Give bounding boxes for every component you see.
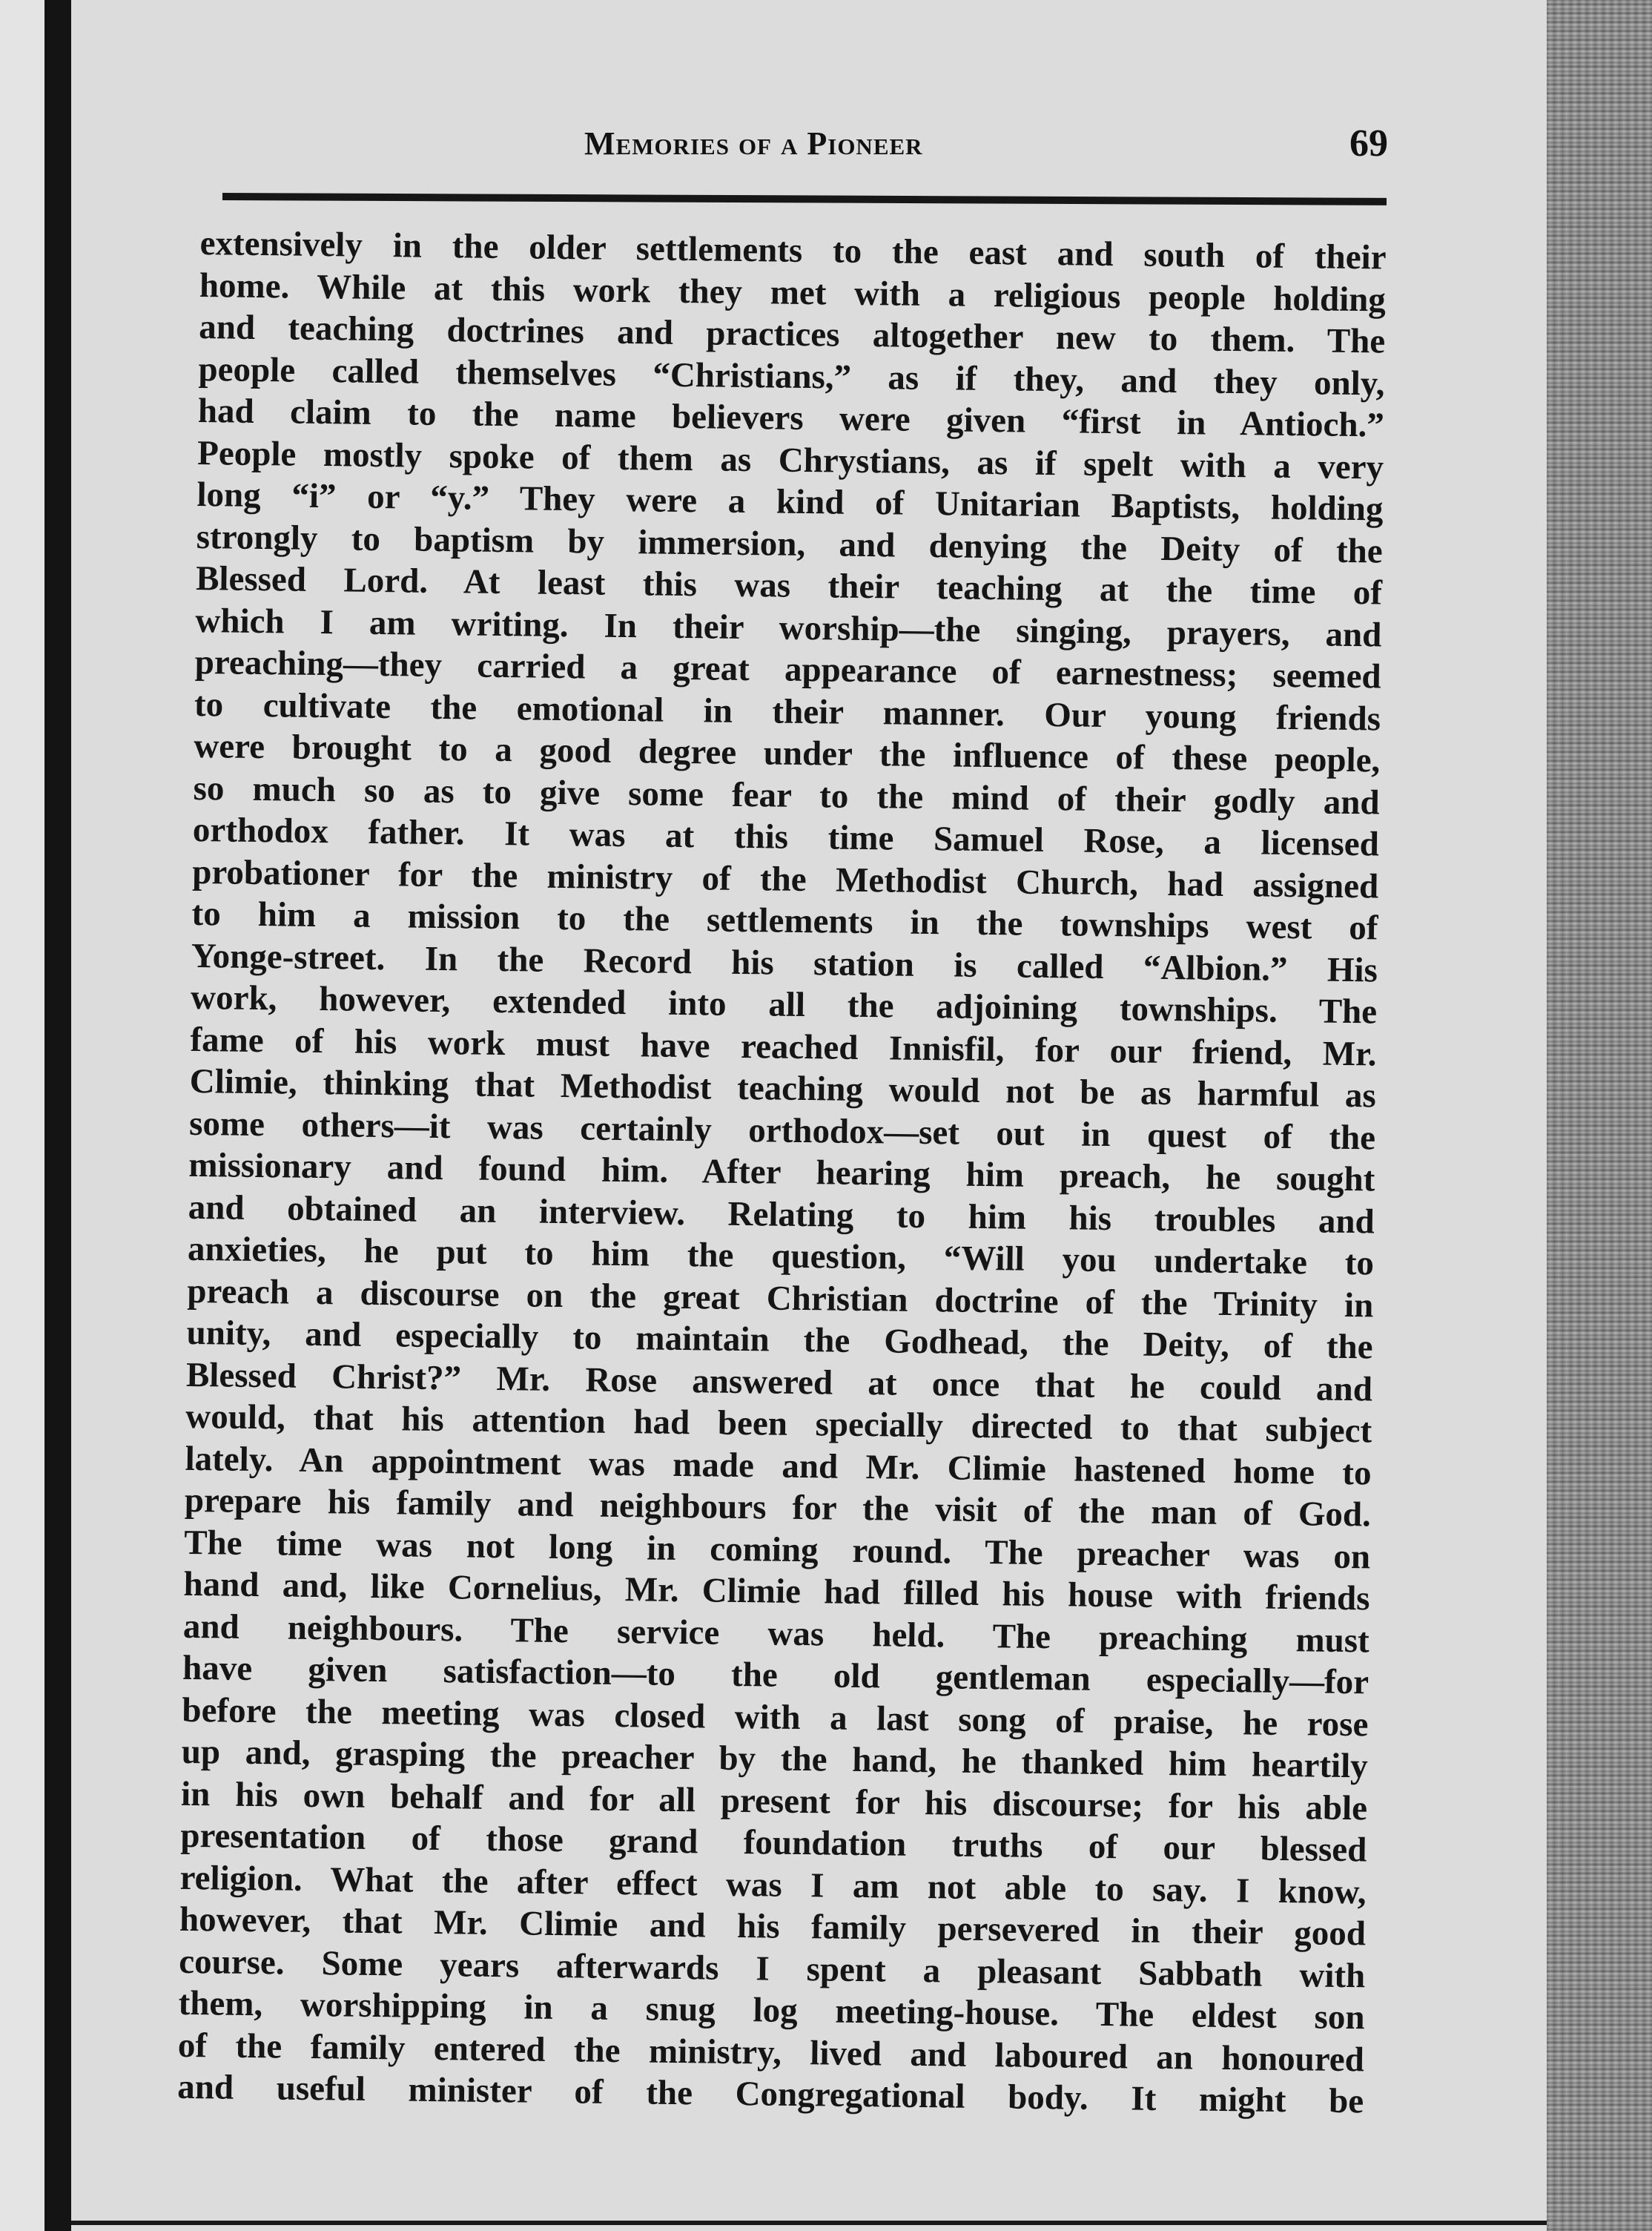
text-line: orthodox father. It was at this time Samuel Rose, a licensed — [192, 810, 1380, 864]
text-line: so much so as to give some fear to the mind of their godly and — [193, 768, 1380, 822]
text-line: however, that Mr. Climie and his family persevered in their good — [179, 1899, 1367, 1954]
text-line: Climie, thinking that Methodist teaching would not be as harmful as — [189, 1061, 1377, 1116]
text-line: lately. An appointment was made and Mr. Climie hastened home to — [185, 1439, 1372, 1492]
text-line: Blessed Christ?” Mr. Rose answered at once that he could and — [185, 1355, 1373, 1408]
text-line: fame of his work must have reached Innisfil, for our friend, Mr. — [190, 1020, 1377, 1073]
text-line: and teaching doctrines and practices altogether new to them. The — [198, 307, 1386, 361]
text-line: preaching—they carried a great appearance of earnestness; seemed — [194, 642, 1381, 696]
text-line: before the meeting was closed with a last song of praise, he rose — [182, 1690, 1369, 1744]
text-line: religion. What the after effect was I am not able to say. I know, — [179, 1858, 1367, 1911]
body-text — [177, 223, 1387, 2123]
text-line: probationer for the ministry of the Methodist Church, had assigned — [191, 852, 1379, 906]
page-edge-stack — [1547, 0, 1652, 2231]
text-line: them, worshipping in a snug log meeting-house. The eldest son — [178, 1983, 1365, 2037]
text-line: Yonge-street. In the Record his station is called “Albion.” His — [191, 936, 1378, 989]
text-line: in his own behalf and for all present for his discourse; for his able — [180, 1774, 1368, 1828]
text-line: some others—it was certainly orthodox—set out in quest of the — [188, 1104, 1376, 1157]
scan-left-margin — [0, 0, 44, 2231]
text-line: unity, and especially to maintain the Godhead, the Deity, of the — [186, 1313, 1373, 1367]
text-line: and neighbours. The service was held. The preaching must — [182, 1606, 1370, 1660]
text-line: prepare his family and neighbours for the visit of the man of God. — [184, 1480, 1372, 1535]
page-number: 69 — [1349, 122, 1388, 165]
book-spine-shadow — [44, 0, 71, 2231]
text-line: long “i” or “y.” They were a kind of Unitarian Baptists, holding — [196, 475, 1384, 529]
text-line: extensively in the older settlements to the east and south of their — [199, 223, 1387, 277]
text-line: strongly to baptism by immersion, and denying the Deity of the — [196, 517, 1384, 571]
text-line: The time was not long in coming round. The preacher was on — [183, 1523, 1371, 1576]
text-line: to cultivate the emotional in their manner. Our young friends — [194, 685, 1381, 738]
text-line: had claim to the name believers were given “first in Antioch.” — [197, 391, 1385, 445]
running-head-title: Memories of a Pioneer — [584, 125, 923, 162]
text-line: Blessed Lord. At least this was their teaching at the time of — [195, 558, 1383, 613]
text-line: would, that his attention had been specially directed to that subject — [185, 1397, 1372, 1451]
text-line: which I am writing. In their worship—the singing, prayers, and — [195, 601, 1382, 655]
text-line: were brought to a good degree under the influence of these people, — [194, 726, 1381, 780]
text-line: anxieties, he put to him the question, “Will you undertake to — [187, 1229, 1375, 1283]
text-line: and useful minister of the Congregational body. It might be — [176, 2067, 1364, 2121]
scan-bottom-edge — [71, 2221, 1547, 2225]
text-line: have given satisfaction—to the old gentleman especially—for — [182, 1648, 1369, 1702]
running-head — [222, 119, 1409, 171]
text-line: of the family entered the ministry, lived and laboured an honoured — [177, 2026, 1365, 2079]
text-line: and obtained an interview. Relating to him his troubles and — [188, 1187, 1375, 1241]
text-line: course. Some years afterwards I spent a pleasant Sabbath with — [179, 1942, 1366, 1995]
text-line: to him a mission to the settlements in the townships west of — [191, 894, 1378, 948]
text-line: home. While at this work they met with a religious people holding — [199, 266, 1387, 320]
text-line: presentation of those grand foundation truths of our blessed — [180, 1816, 1367, 1870]
text-line: hand and, like Cornelius, Mr. Climie had filled his house with friends — [183, 1564, 1370, 1618]
text-line: people called themselves “Christians,” as if they, and they only, — [198, 349, 1385, 403]
text-line: work, however, extended into all the adjoining townships. The — [190, 978, 1378, 1032]
text-line: preach a discourse on the great Christian doctrine of the Trinity in — [187, 1271, 1374, 1325]
text-line: missionary and found him. After hearing him preach, he sought — [188, 1145, 1375, 1199]
text-line: People mostly spoke of them as Chrystians, as if spelt with a very — [196, 433, 1384, 487]
text-line: up and, grasping the preacher by the hand, he thanked him heartily — [181, 1732, 1369, 1786]
